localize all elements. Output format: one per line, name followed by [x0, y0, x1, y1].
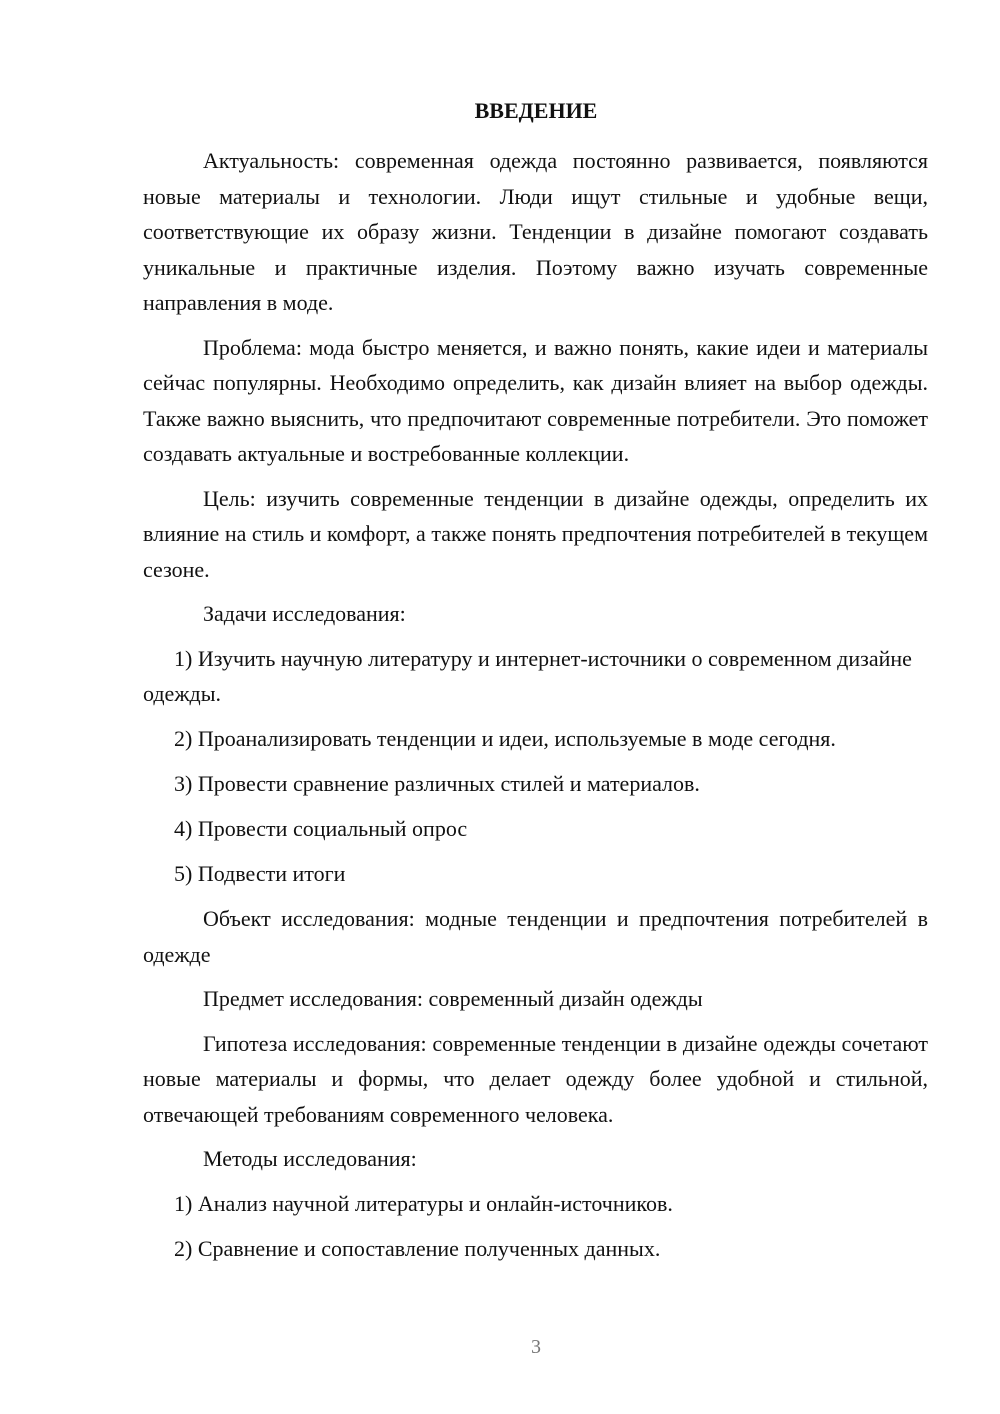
document-body	[143, 143, 928, 1276]
goal-paragraph: Цель: изучить современные тенденции в дизайне одежды, определить их влияние на стиль и комфорт, а также понять предпочтения потребителей в текущем сезоне.	[143, 485, 928, 582]
method-item: 1) Анализ научной литературы и онлайн-источников.	[174, 1190, 673, 1216]
tasks-heading: Задачи исследования:	[203, 601, 406, 626]
task-item: 5) Подвести итоги	[174, 861, 346, 886]
object-paragraph: Объект исследования: модные тенденции и предпочтения потребителей в одежде	[143, 906, 928, 967]
methods-list	[143, 1186, 928, 1267]
task-item: 3) Провести сравнение различных стилей и материалов.	[174, 771, 700, 796]
subject-paragraph: Предмет исследования: современный дизайн одежды	[203, 986, 703, 1011]
task-item: 4) Провести социальный опрос	[174, 816, 468, 841]
task-item: 1) Изучить научную литературу и интернет-источники о современном дизайне одежды.	[143, 645, 912, 706]
method-item: 2) Сравнение и сопоставление полученных данных.	[174, 1235, 661, 1261]
problem-paragraph: Проблема: мода быстро меняется, и важно понять, какие идеи и материалы сейчас популярны. Необходимо определить, как дизайн влияет на выбор одежды. Также важно выяснить, что предпочитают современные потребители. Это поможет создавать актуальные и востребованные коллекции.	[143, 334, 928, 466]
tasks-list	[143, 641, 928, 892]
task-item: 2) Проанализировать тенденции и идеи, используемые в моде сегодня.	[174, 726, 836, 751]
page-number: 3	[531, 1336, 541, 1358]
page-title: ВВЕДЕНИЕ	[474, 98, 598, 123]
methods-heading: Методы исследования:	[203, 1146, 417, 1171]
relevance-paragraph: Актуальность: современная одежда постоянно развивается, появляются новые материалы и технологии. Люди ищут стильные и удобные вещи, соответствующие их образу жизни. Тенденции в дизайне помогают создавать уникальные и практичные изделия. Поэтому важно изучать современные направления в моде.	[143, 148, 928, 315]
hypothesis-paragraph: Гипотеза исследования: современные тенденции в дизайне одежды сочетают новые материалы и формы, что делает одежду более удобной и стильной, отвечающей требованиям современного человека.	[143, 1030, 928, 1127]
